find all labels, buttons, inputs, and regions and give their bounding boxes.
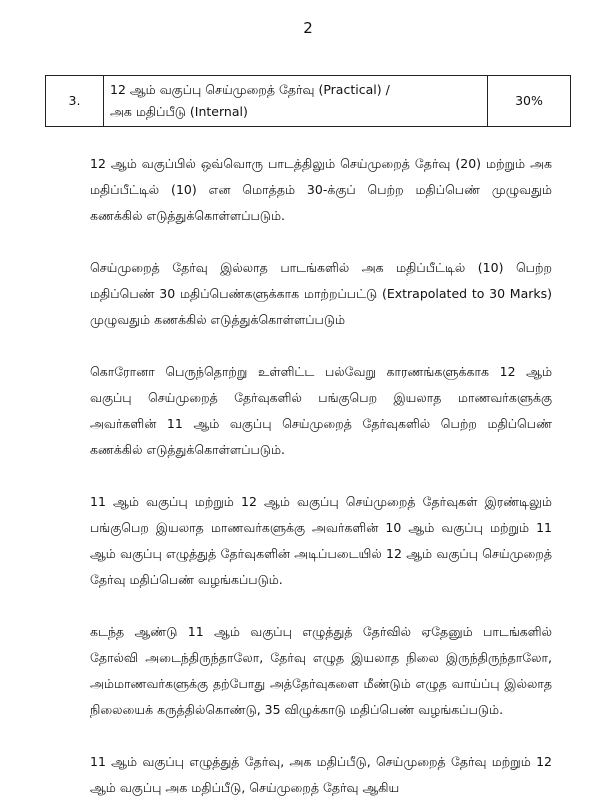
row-description-line-2: அக மதிப்பீடு (Internal) (110, 104, 248, 119)
bullet-item (90, 255, 552, 333)
bullet-text: 11 ஆம் வகுப்பு மற்றும் 12 ஆம் வகுப்பு செய்முறைத் தேர்வுகள் இரண்டிலும் பங்குபெற இயலாத மாணவர்களுக்கு அவர்களின் 10 ஆம் வகுப்பு மற்றும் 11 ஆம் வகுப்பு எழுத்துத் தேர்வுகளின் அடிப்படையில் 12 ஆம் வகுப்பு செய்முறைத் தேர்வு மதிப்பெண் வழங்கப்படும். (90, 494, 552, 587)
bullet-text: 11 ஆம் வகுப்பு எழுத்துத் தேர்வு, அக மதிப்பீடு, செய்முறைத் தேர்வு மற்றும் 12 ஆம் வகுப்பு அக மதிப்பீடு, செய்முறைத் தேர்வு ஆகிய (90, 754, 552, 795)
bullet-item (90, 749, 552, 801)
bullet-list (90, 151, 552, 801)
row-number: 3. (46, 76, 104, 127)
table-row (46, 76, 571, 127)
bullet-item (90, 359, 552, 463)
bullet-item (90, 151, 552, 229)
bullet-item (90, 489, 552, 593)
bullet-text: கடந்த ஆண்டு 11 ஆம் வகுப்பு எழுத்துத் தேர்வில் ஏதேனும் பாடங்களில் தோல்வி அடைந்திருந்தாலோ, தேர்வு எழுத இயலாத நிலை இருந்திருந்தாலோ, அம்மாணவர்களுக்கு தற்போது அத்தேர்வுகளை மீண்டும் எழுத வாய்ப்பு இல்லாத நிலையைக் கருத்தில்கொண்டு, 35 விழுக்காடு மதிப்பெண் வழங்கப்படும். (90, 624, 552, 717)
bullet-item (90, 619, 552, 723)
bullet-text: செய்முறைத் தேர்வு இல்லாத பாடங்களில் அக மதிப்பீட்டில் (10) பெற்ற மதிப்பெண் 30 மதிப்பெண்களுக்காக மாற்றப்பட்டு (Extrapolated to 30 Marks) முழுவதும் கணக்கில் எடுத்துக்கொள்ளப்படும் (90, 260, 552, 327)
row-percentage: 30% (488, 76, 571, 127)
row-description (104, 76, 488, 127)
bullet-text: 12 ஆம் வகுப்பில் ஒவ்வொரு பாடத்திலும் செய்முறைத் தேர்வு (20) மற்றும் அக மதிப்பீட்டில் (10) என மொத்தம் 30-க்குப் பெற்ற மதிப்பெண் முழுவதும் கணக்கில் எடுத்துக்கொள்ளப்படும். (90, 156, 552, 223)
row-description-line-1: 12 ஆம் வகுப்பு செய்முறைத் தேர்வு (Practical) / (110, 82, 390, 97)
page-number: 2 (303, 19, 313, 37)
bullet-text: கொரோனா பெருந்தொற்று உள்ளிட்ட பல்வேறு காரணங்களுக்காக 12 ஆம் வகுப்பு செய்முறைத் தேர்வுகளில் பங்குபெற இயலாத மாணவர்களுக்கு அவர்களின் 11 ஆம் வகுப்பு செய்முறைத் தேர்வுகளில் பெற்ற மதிப்பெண் கணக்கில் எடுத்துக்கொள்ளப்படும். (90, 364, 552, 457)
marks-table (45, 75, 571, 127)
